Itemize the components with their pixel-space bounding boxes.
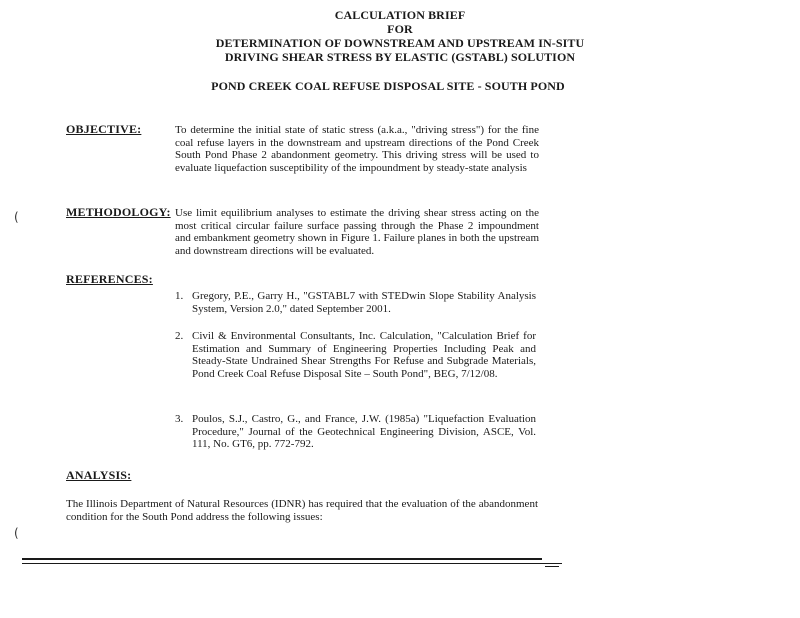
- margin-mark-top: (: [14, 210, 19, 224]
- objective-heading: OBJECTIVE:: [66, 122, 142, 136]
- reference-2-number: 2.: [175, 330, 184, 342]
- analysis-text: The Illinois Department of Natural Resources (IDNR) has required that the evaluation of the abandonment condition for the South Pond address the following issues:: [66, 498, 538, 523]
- reference-3-text: Poulos, S.J., Castro, G., and France, J.W. (1985a) "Liquefaction Evaluation Procedure," Journal of the Geotechnical Engineering Division, ASCE, Vol. 111, No. GT6, pp. 772-792.: [192, 413, 536, 450]
- references-heading: REFERENCES:: [66, 272, 153, 286]
- analysis-heading: ANALYSIS:: [66, 468, 132, 482]
- title-line-4: DRIVING SHEAR STRESS BY ELASTIC (GSTABL) SOLUTION: [224, 50, 576, 64]
- site-title: POND CREEK COAL REFUSE DISPOSAL SITE - SOUTH POND: [211, 79, 565, 93]
- margin-mark-bottom: (: [14, 526, 19, 540]
- reference-3-number: 3.: [175, 413, 184, 425]
- title-line-1: CALCULATION BRIEF: [334, 8, 466, 22]
- footer-rule: [22, 558, 542, 560]
- objective-text: To determine the initial state of static stress (a.k.a., "driving stress") for the fine coal refuse layers in the downstream and upstream directions of the Pond Creek South Pond Phase 2 abandonment geometry. This driving stress will be used to evaluate liquefaction susceptibility of the impoundment by steady-state analysis: [175, 124, 539, 174]
- reference-2-text: Civil & Environmental Consultants, Inc. Calculation, "Calculation Brief for Estimation and Summary of Engineering Properties Including Peak and Steady-State Undrained Shear Strengths For Refuse and Subgrade Materials, Pond Creek Coal Refuse Disposal Site – South Pond", BEG, 7/12/08.: [192, 330, 536, 380]
- footer-rule-end: [545, 566, 559, 567]
- title-line-2: FOR: [387, 22, 413, 36]
- reference-1-text: Gregory, P.E., Garry H., "GSTABL7 with STEDwin Slope Stability Analysis System, Version 2.0," dated September 2001.: [192, 290, 536, 315]
- reference-1-number: 1.: [175, 290, 184, 302]
- title-line-3: DETERMINATION OF DOWNSTREAM AND UPSTREAM IN-SITU: [215, 36, 585, 50]
- methodology-text: Use limit equilibrium analyses to estimate the driving shear stress acting on the most critical circular failure surface passing through the Phase 2 impoundment and embankment geometry shown in Figure 1. Failure planes in both the upstream and downstream directions will be evaluated.: [175, 207, 539, 257]
- footer-rule-thin: [22, 563, 562, 564]
- methodology-heading: METHODOLOGY:: [66, 205, 171, 219]
